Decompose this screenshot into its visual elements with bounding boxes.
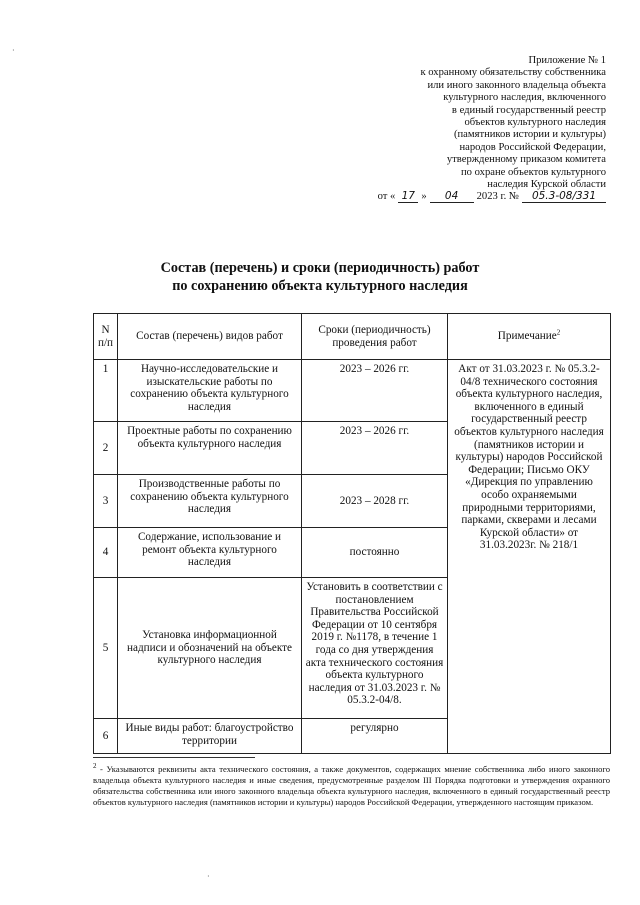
row-num: 6: [94, 719, 118, 754]
annex-line: утвержденному приказом комитета: [446, 154, 606, 166]
footnote: [93, 764, 610, 808]
date-close: »: [421, 191, 427, 203]
footnote-divider: [93, 757, 255, 758]
year-text: 2023 г. №: [476, 191, 519, 203]
scan-speck: ·: [12, 46, 15, 55]
annex-line: в единый государственный реестр: [451, 104, 606, 116]
annex-line: к охранному обязательству собственника: [420, 67, 606, 79]
header-num: N п/п: [94, 314, 118, 360]
table-row: [94, 360, 611, 422]
note-cell: Акт от 31.03.2023 г. № 05.3.2-04/8 технического состояния объекта культурного наследия, включенного в единый государственный реестр объектов культурного наследия (памятников истории и культуры) народов Российской Федерации; Письмо ОКУ «Дирекция по управлению особо охраняемыми природными территориями, парками, скверами и лесами Курской области» от 31.03.2023г. № 218/1: [448, 360, 611, 754]
header-note: [448, 314, 611, 360]
annex-line: культурного наследия, включенного: [443, 92, 606, 104]
row-works: Иные виды работ: благоустройство территории: [118, 719, 302, 754]
row-works: Проектные работы по сохранению объекта культурного наследия: [118, 422, 302, 475]
footnote-ref: 2: [556, 328, 561, 337]
annex-line: народов Российской Федерации,: [459, 141, 606, 153]
handwritten-day: 17: [398, 191, 418, 203]
annex-line: по охране объектов культурного: [461, 166, 606, 178]
table-header-row: [94, 314, 611, 360]
row-num: 1: [94, 360, 118, 422]
row-num: 2: [94, 422, 118, 475]
row-terms: регулярно: [302, 719, 448, 754]
row-num: 4: [94, 528, 118, 578]
date-prefix: от «: [377, 191, 396, 203]
annex-line: (памятников истории и культуры): [453, 129, 606, 141]
row-terms: 2023 – 2026 гг.: [302, 360, 448, 422]
title-line-2: по сохранению объекта культурного наследия: [172, 278, 468, 294]
header-works: Состав (перечень) видов работ: [118, 314, 302, 360]
annex-line: наследия Курской области: [487, 179, 606, 191]
order-date-line: [306, 191, 606, 203]
title-line-1: Состав (перечень) и сроки (периодичность) работ: [160, 260, 480, 276]
scan-speck-bottom: ·: [207, 872, 210, 881]
row-works: Производственные работы по сохранению объекта культурного наследия: [118, 475, 302, 528]
row-num: 3: [94, 475, 118, 528]
row-terms: постоянно: [302, 528, 448, 578]
handwritten-month: 04: [430, 191, 474, 203]
annex-line: объектов культурного наследия: [464, 117, 606, 129]
header-terms: Сроки (периодичность) проведения работ: [302, 314, 448, 360]
header-note-text: Примечание: [497, 330, 557, 343]
annex-line: или иного законного владельца объекта: [427, 79, 606, 91]
footnote-marker: 2: [93, 762, 97, 771]
row-works: Содержание, использование и ремонт объекта культурного наследия: [118, 528, 302, 578]
handwritten-order-number: 05.3-08/331: [522, 191, 606, 203]
annex-header: [306, 55, 606, 204]
row-terms: 2023 – 2026 гг.: [302, 422, 448, 475]
annex-line: Приложение № 1: [528, 55, 606, 66]
row-terms: Установить в соответствии с постановлением Правительства Российской Федерации от 10 сентября 2019 г. №1178, в течение 1 года со дня утверждения акта технического состояния объекта культурного наследия от 31.03.2023 г. № 05.3.2-04/8.: [302, 578, 448, 719]
works-table: [93, 313, 611, 754]
row-works: Научно-исследовательские и изыскательские работы по сохранению объекта культурного наследия: [118, 360, 302, 422]
page-title: [0, 259, 640, 295]
footnote-text: - Указываются реквизиты акта технического состояния, а также документов, содержащих мнение собственника либо иного законного владельца объекта культурного наследия и иные сведения, предусмотренные разделом III Порядка подготовки и утверждения охранного обязательства собственника или иного законного владельца объекта культурного наследия, включенного в единый государственный реестр объектов культурного наследия (памятников истории и культуры) народов Российской Федерации, утвержденного настоящим приказом.: [93, 764, 610, 807]
row-num: 5: [94, 578, 118, 719]
row-works: Установка информационной надписи и обозначений на объекте культурного наследия: [118, 578, 302, 719]
row-terms: 2023 – 2028 гг.: [302, 475, 448, 528]
